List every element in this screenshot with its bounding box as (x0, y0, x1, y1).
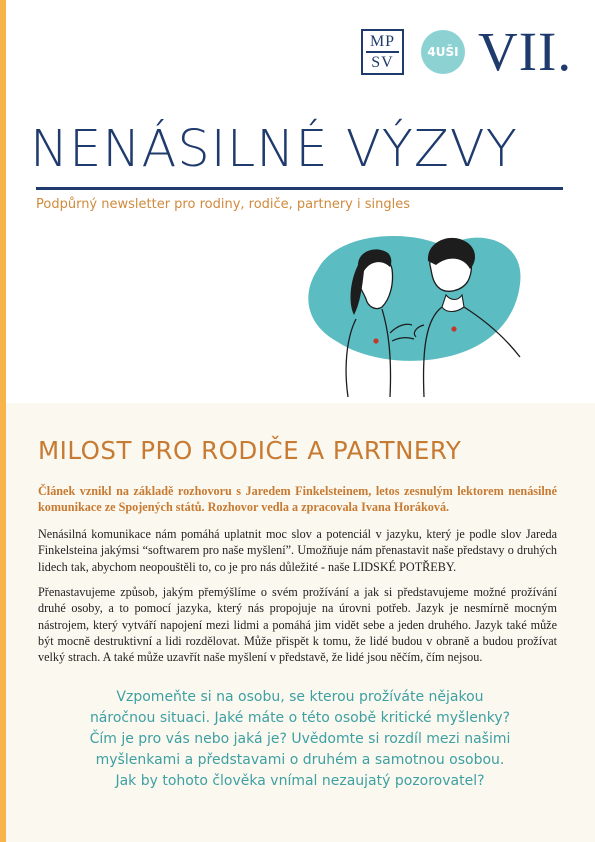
article-paragraph: Nenásilná komunikace nám pomáhá uplatnit moc slov a potenciál v jazyku, který je podle slov Jareda Finkelsteina jakýmsi “softwarem pro naše myšlení”. Umožňuje nám přenastavit naše představy o druhých lidech tak, abychom neopouštěli to, co je pro nás důležité - naše LIDSKÉ POTŘEBY. (38, 527, 557, 574)
title-underline (36, 187, 563, 190)
quote-line: Vzpomeňte si na osobu, se kterou prožíváte nějakou (116, 689, 484, 705)
quote-line: Čím je pro vás nebo jaká je? Uvědomte si rozdíl mezi našimi (89, 731, 511, 747)
4usi-logo-text: 4UŠI (427, 45, 459, 59)
article-intro: Článek vznikl na základě rozhovoru s Jaredem Finkelsteinem, letos zesnulým lektorem nenásilné komunikace ze Spojených států. Rozhovor vedla a zpracovala Ivana Horáková. (38, 484, 557, 514)
quote-line: myšlenkami a představami o druhém a samotnou osobou. (95, 752, 505, 768)
article-heading: MILOST PRO RODIČE A PARTNERY (38, 436, 462, 465)
newsletter-subtitle: Podpůrný newsletter pro rodiny, rodiče, partnery i singles (36, 197, 411, 212)
mpsv-logo (361, 29, 404, 75)
mpsv-logo-top: MP (369, 33, 396, 50)
mpsv-logo-bottom: SV (371, 54, 394, 71)
two-people-illustration (296, 229, 528, 399)
4usi-logo (421, 30, 465, 74)
reflection-quote (60, 687, 540, 792)
quote-line: náročnou situaci. Jaké máte o této osobě kritické myšlenky? (89, 710, 511, 726)
article-paragraph: Přenastavujeme způsob, jakým přemýšlíme o svém prožívání a jak si představujeme možné prožívání druhé osoby, a to pomocí jazyka, který nás propojuje na úrovni potřeb. Jazyk je nesmírně mocným nástrojem, který vytváří napojení mezi lidmi a pomáhá jim vidět sebe a jeden druhého. Jazyk také může být mocně destruktivní a lidi rozdělovat. Může přispět k tomu, že lidé budou v obraně a budou prožívat velký strach. A také může uzavřít naše myšlení v představě, že lidé jsou něčím, čím nejsou. (38, 585, 557, 665)
issue-number: VII. (478, 21, 573, 82)
mpsv-logo-rule (366, 51, 399, 53)
quote-line: Jak by tohoto člověka vnímal nezaujatý pozorovatel? (115, 773, 485, 789)
newsletter-title: NENÁSILNÉ VÝZVY (30, 120, 518, 179)
